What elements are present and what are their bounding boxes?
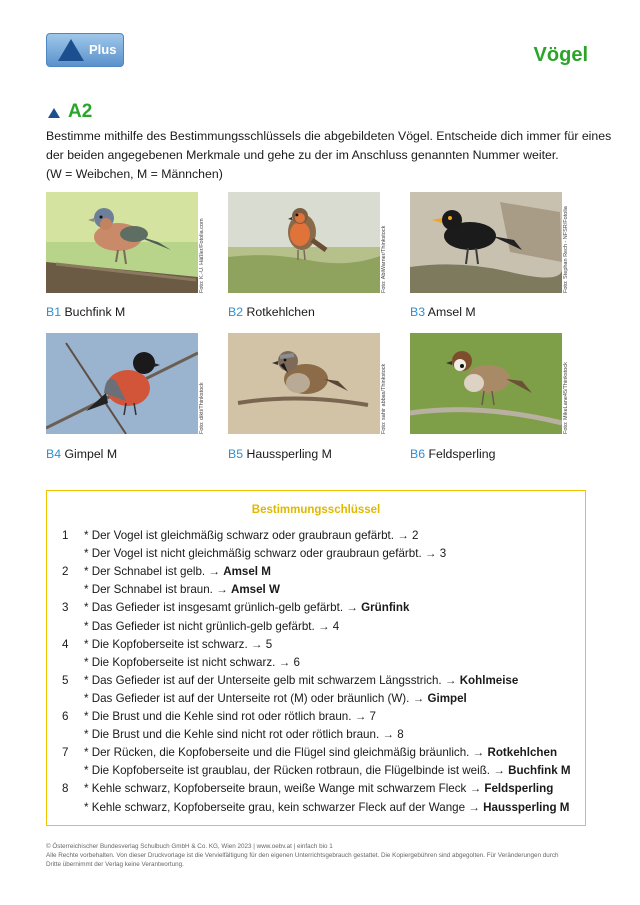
instruction-line: der beiden angegebenen Merkmale und gehe zu der im Anschluss genannten Nummer weiter. <box>46 148 559 162</box>
arrow-right-icon: → <box>382 728 394 742</box>
key-option <box>84 728 404 741</box>
key-option-text: * Die Kopfoberseite ist nicht schwarz. <box>84 655 276 669</box>
key-option-text: * Kehle schwarz, Kopfoberseite braun, weiße Wange mit schwarzem Fleck <box>84 782 467 796</box>
key-entry-number: 2 <box>62 565 69 579</box>
key-option-text: * Die Brust und die Kehle sind nicht rot oder rötlich braun. <box>84 728 380 742</box>
key-option <box>84 583 280 596</box>
photo-credit: Foto: K.-U. Häßler/Fotolia.com <box>199 218 205 293</box>
key-option <box>84 746 557 759</box>
task-instructions <box>46 127 612 184</box>
key-option <box>84 782 553 795</box>
page-title: Vögel <box>533 44 588 66</box>
key-result-species: Buchfink M <box>508 764 571 778</box>
caption-label: Feldsperling <box>428 447 496 461</box>
photo-bullfinch <box>46 333 198 434</box>
key-result-species: Amsel W <box>230 583 280 597</box>
arrow-right-icon: → <box>468 800 480 814</box>
photo-credit: Foto: Stephan Rech - NFSR/Fotolia <box>563 206 569 293</box>
key-next-number: 8 <box>397 728 404 742</box>
key-option-text: * Das Gefieder ist auf der Unterseite rot (M) oder bräunlich (W). <box>84 691 410 705</box>
arrow-right-icon: → <box>250 637 263 651</box>
key-option <box>84 764 571 777</box>
key-option-text: * Kehle schwarz, Kopfoberseite grau, kein schwarzer Fleck auf der Wange <box>84 800 466 814</box>
key-option-text: * Der Vogel ist gleichmäßig schwarz oder graubraun gefärbt. <box>84 529 394 542</box>
section-title: A2 <box>68 101 93 122</box>
key-option <box>84 801 569 814</box>
key-result-species: Amsel M <box>223 565 271 579</box>
key-next-number: 2 <box>412 529 419 542</box>
caption-label: Amsel M <box>427 305 476 319</box>
caption-number: B1 <box>46 305 62 319</box>
photo-credit: Foto: AbiWarner/Thinkstock <box>381 225 387 293</box>
caption-label: Buchfink M <box>64 305 126 319</box>
key-next-number: 7 <box>369 710 376 723</box>
triangle-logo-icon <box>58 39 84 61</box>
caption-number: B3 <box>410 305 426 319</box>
key-option-text: * Der Schnabel ist braun. <box>84 583 213 597</box>
caption-number: B6 <box>410 447 426 461</box>
key-result-species: Gimpel <box>427 691 467 705</box>
key-result-species: Kohlmeise <box>459 673 519 687</box>
arrow-right-icon: → <box>216 583 228 597</box>
identification-key-box <box>46 490 586 826</box>
key-next-number: 3 <box>439 547 447 561</box>
caption-label: Haussperling M <box>246 447 332 461</box>
photo-credit: Foto: MikeLane45/Thinkstock <box>563 362 569 434</box>
caption-number: B2 <box>228 305 244 319</box>
key-result-species: Haussperling M <box>483 800 570 814</box>
arrow-right-icon: → <box>444 673 457 687</box>
key-entry-number: 7 <box>62 746 69 760</box>
key-option <box>84 547 446 560</box>
instruction-line: (W = Weibchen, M = Männchen) <box>46 167 223 181</box>
photo-chaffinch <box>46 192 198 293</box>
key-entry-number: 6 <box>62 710 69 723</box>
key-option-text: * Der Vogel ist nicht gleichmäßig schwarz oder graubraun gefärbt. <box>84 547 422 561</box>
arrow-right-icon: → <box>354 710 367 723</box>
caption-number: B4 <box>46 447 62 461</box>
arrow-right-icon: → <box>208 565 220 579</box>
footer-line: Alle Rechte vorbehalten. Von dieser Druckvorlage ist die Vervielfältigung für den eigenen Unterrichtsgebrauch gestattet. Die Kopiergebühren sind abgegolten. Für Veränderungen durch <box>46 852 559 859</box>
arrow-right-icon: → <box>317 619 330 633</box>
key-option <box>84 692 467 705</box>
photo-blackbird <box>410 192 562 293</box>
logo-text: Plus <box>89 42 117 57</box>
instruction-line: Bestimme mithilfe des Bestimmungsschlüssels die abgebildeten Vögel. Entscheide dich immer für eines <box>46 129 612 143</box>
key-entry-number: 8 <box>62 782 69 796</box>
key-next-number: 4 <box>332 619 340 633</box>
photo-caption <box>228 305 315 319</box>
key-title: Bestimmungsschlüssel <box>251 504 381 516</box>
footer-line: © Österreichischer Bundesverlag Schulbuch GmbH & Co. KG, Wien 2023 | www.oebv.at | einfach bio 1 <box>46 843 333 850</box>
caption-label: Gimpel M <box>64 447 118 461</box>
key-option <box>84 674 518 687</box>
key-entry-number: 4 <box>62 637 69 651</box>
arrow-right-icon: → <box>346 601 358 615</box>
key-option <box>84 529 418 542</box>
triangle-section-icon <box>48 108 60 118</box>
copyright-footer <box>46 842 606 869</box>
arrow-right-icon: → <box>469 782 482 796</box>
key-option-text: * Die Brust und die Kehle sind rot oder rötlich braun. <box>84 710 352 723</box>
key-option-text: * Die Kopfoberseite ist graublau, der Rücken rotbraun, die Flügelbinde ist weiß. <box>84 764 491 778</box>
key-entry-number: 3 <box>62 601 69 615</box>
arrow-right-icon: → <box>412 691 425 705</box>
arrow-right-icon: → <box>278 655 291 669</box>
photo-caption <box>410 447 495 461</box>
arrow-right-icon: → <box>472 746 485 760</box>
key-option <box>84 601 409 614</box>
photo-house-sparrow <box>228 333 380 434</box>
key-option-text: * Die Kopfoberseite ist schwarz. <box>84 637 248 651</box>
photo-caption <box>410 305 476 319</box>
photo-robin <box>228 192 380 293</box>
photo-caption <box>228 447 332 461</box>
photo-credit: Foto: sahir abbas/Thinkstock <box>381 363 387 434</box>
key-option-text: * Das Gefieder ist auf der Unterseite gelb mit schwarzem Längsstrich. <box>84 673 442 687</box>
key-entry-number: 5 <box>62 673 69 687</box>
key-option <box>84 710 376 723</box>
key-result-species: Grünfink <box>361 601 410 615</box>
arrow-right-icon: → <box>424 547 437 561</box>
photo-caption <box>46 447 117 461</box>
photo-credit: Foto: dikti/Thinkstock <box>199 382 205 434</box>
photo-caption <box>46 305 125 319</box>
key-option-text: * Der Schnabel ist gelb. <box>84 565 206 579</box>
key-next-number: 5 <box>265 637 273 651</box>
photo-tree-sparrow <box>410 333 562 434</box>
key-option <box>84 656 300 669</box>
caption-label: Rotkehlchen <box>246 305 315 319</box>
footer-line: Dritte übernimmt der Verlag keine Verantwortung. <box>46 861 184 868</box>
caption-number: B5 <box>228 447 244 461</box>
key-option-text: * Das Gefieder ist nicht grünlich-gelb gefärbt. <box>84 619 315 633</box>
key-result-species: Feldsperling <box>484 782 554 796</box>
key-entry-number: 1 <box>62 529 69 542</box>
key-next-number: 6 <box>293 655 300 669</box>
key-option <box>84 638 272 651</box>
key-option <box>84 620 339 633</box>
key-result-species: Rotkehlchen <box>487 746 558 760</box>
plus-logo <box>46 33 124 67</box>
arrow-right-icon: → <box>493 764 505 778</box>
key-option <box>84 565 271 578</box>
key-option-text: * Der Rücken, die Kopfoberseite und die Flügel sind gleichmäßig bräunlich. <box>84 746 470 760</box>
key-option-text: * Das Gefieder ist insgesamt grünlich-gelb gefärbt. <box>84 601 344 615</box>
arrow-right-icon: → <box>397 529 409 542</box>
